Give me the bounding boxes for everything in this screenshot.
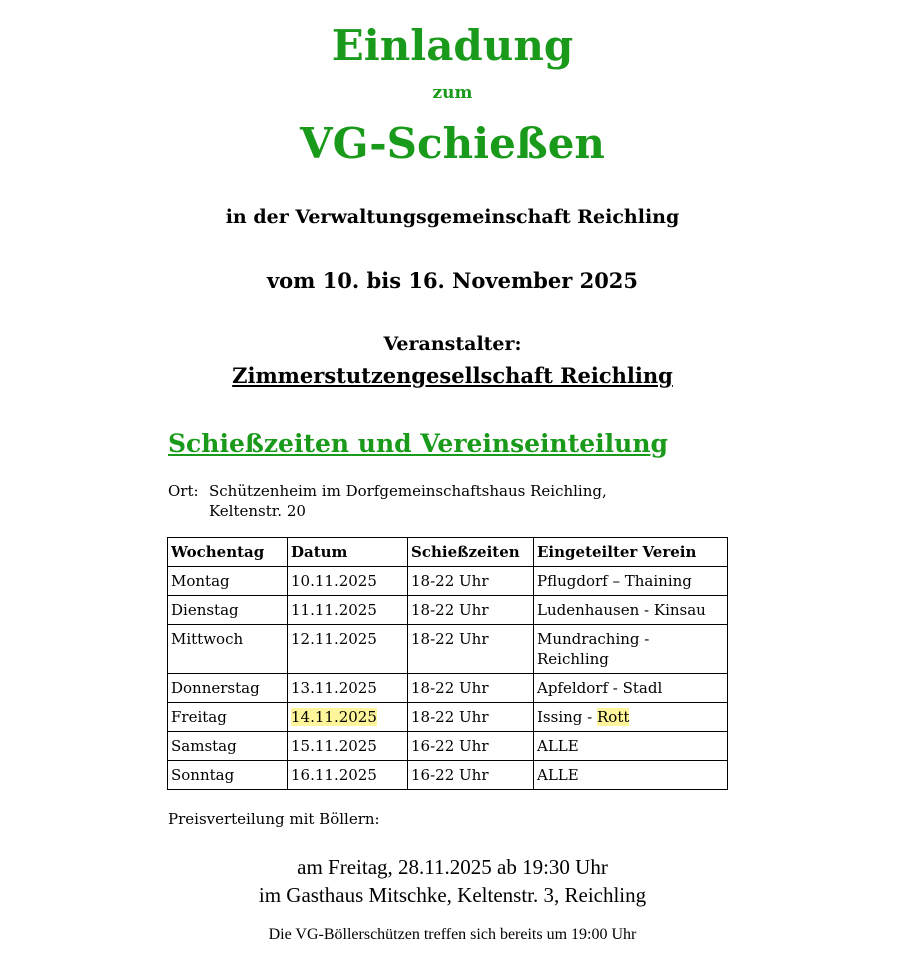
cell-time: 18-22 Uhr [408,596,534,625]
event-title: VG-Schießen [300,119,605,168]
cell-date: 12.11.2025 [288,625,408,674]
cell-weekday: Dienstag [168,596,288,625]
location-address-2: Keltenstr. 20 [209,502,306,520]
cell-weekday: Montag [168,567,288,596]
header-times: Schießzeiten [408,538,534,567]
cell-club [534,703,728,732]
header-weekday: Wochentag [168,538,288,567]
header-club: Eingeteilter Verein [534,538,728,567]
organizer-label: Veranstalter: [383,333,522,355]
location-label: Ort: [168,482,199,500]
cell-time: 18-22 Uhr [408,703,534,732]
cell-weekday: Sonntag [168,761,288,790]
cell-time: 18-22 Uhr [408,674,534,703]
event-subtitle: in der Verwaltungsgemeinschaft Reichling [225,206,680,228]
table-row [168,761,728,790]
cell-date: 15.11.2025 [288,732,408,761]
invitation-title: Einladung [331,21,574,70]
award-label: Preisverteilung mit Böllern: [168,810,380,828]
cell-time: 18-22 Uhr [408,567,534,596]
cell-weekday: Freitag [168,703,288,732]
cell-club: Apfeldorf - Stadl [534,674,728,703]
title-connector: zum [432,83,473,103]
table-row [168,703,728,732]
table-row [168,596,728,625]
cell-weekday: Samstag [168,732,288,761]
table-header-row [168,538,728,567]
section-heading: Schießzeiten und Vereinseinteilung [168,429,669,458]
location-block [168,481,607,521]
cell-time: 16-22 Uhr [408,732,534,761]
cell-weekday: Donnerstag [168,674,288,703]
event-dates: vom 10. bis 16. November 2025 [266,268,639,293]
header-date: Datum [288,538,408,567]
table-row [168,674,728,703]
location-address-1: Schützenheim im Dorfgemeinschaftshaus Reichling, [209,482,607,500]
table-row [168,567,728,596]
schedule-table [167,537,728,790]
award-venue: im Gasthaus Mitschke, Keltenstr. 3, Reichling [258,883,647,907]
award-date: am Freitag, 28.11.2025 ab 19:30 Uhr [297,855,608,879]
club-name: Issing - [537,708,597,726]
highlighted-date: 14.11.2025 [291,708,377,726]
cell-weekday: Mittwoch [168,625,288,674]
cell-date: 13.11.2025 [288,674,408,703]
table-row [168,625,728,674]
organizer-name: Zimmerstutzengesellschaft Reichling [232,363,673,388]
cell-date: 16.11.2025 [288,761,408,790]
cell-time: 18-22 Uhr [408,625,534,674]
cell-date [288,703,408,732]
cell-club: Ludenhausen - Kinsau [534,596,728,625]
organizer-name-wrap [0,362,905,390]
cell-time: 16-22 Uhr [408,761,534,790]
cell-club: Pflugdorf – Thaining [534,567,728,596]
cell-club: ALLE [534,732,728,761]
highlighted-club: Rott [597,708,630,726]
cell-club: ALLE [534,761,728,790]
cell-date: 10.11.2025 [288,567,408,596]
footer-note: Die VG-Böllerschützen treffen sich bereits um 19:00 Uhr [268,926,637,943]
cell-club: Mundraching - Reichling [534,625,728,674]
location-line-1 [168,481,607,501]
table-row [168,732,728,761]
cell-date: 11.11.2025 [288,596,408,625]
